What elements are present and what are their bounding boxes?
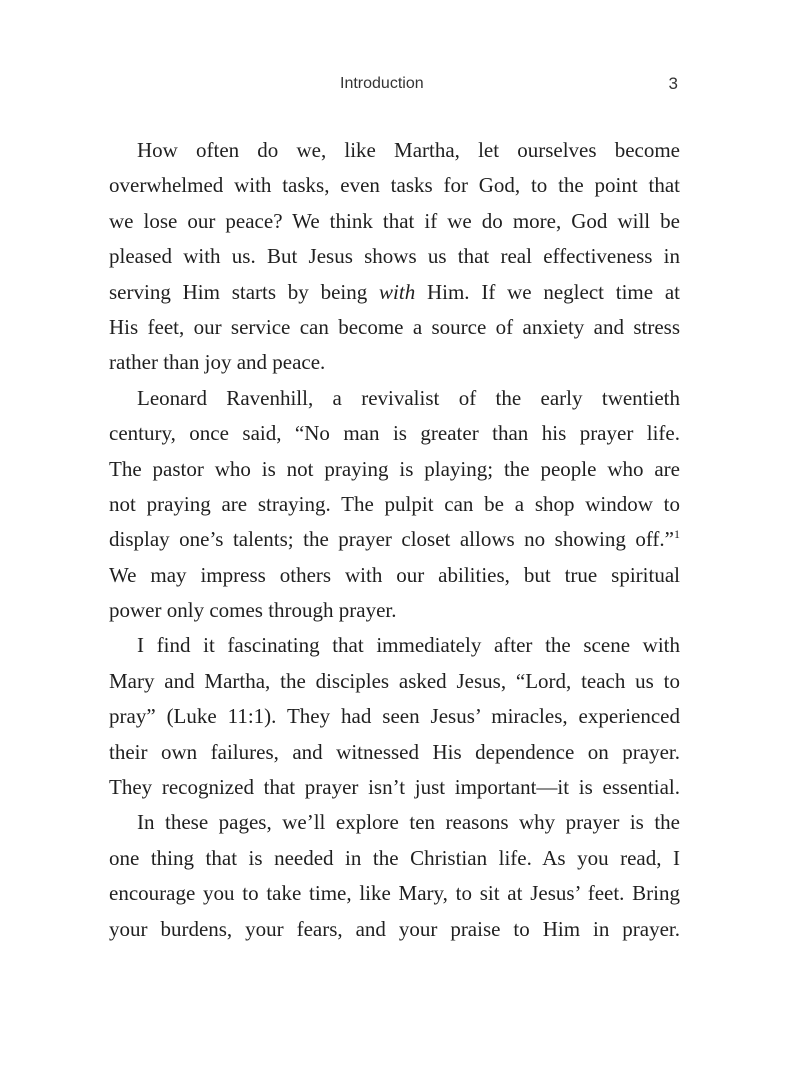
text-line	[109, 275, 680, 310]
text-line: Leonard Ravenhill, a revivalist of the early twentieth	[137, 385, 680, 410]
running-head	[0, 74, 788, 98]
chapter-title: Introduction	[340, 75, 424, 92]
text-line: pleased with us. But Jesus shows us that real effectiveness in	[109, 244, 680, 269]
paragraph	[109, 805, 680, 947]
body-text	[109, 133, 680, 947]
paragraph	[109, 381, 680, 629]
text-line: We may impress others with our abilities, but true spiritual	[109, 562, 680, 587]
text-line: I find it fascinating that immediately after the scene with	[137, 633, 680, 658]
paragraph	[109, 133, 680, 381]
text-line: The pastor who is not praying is playing; the people who are	[109, 456, 680, 481]
text-line: overwhelmed with tasks, even tasks for God, to the point that	[109, 173, 680, 198]
footnote-reference[interactable]: 1	[674, 527, 680, 542]
text-line: They recognized that prayer isn’t just important—it is essential.	[109, 775, 680, 800]
text-line: Mary and Martha, the disciples asked Jesus, “Lord, teach us to	[109, 668, 680, 693]
text-line: rather than joy and peace.	[109, 350, 326, 375]
text-line	[109, 522, 680, 557]
text-line: power only comes through prayer.	[109, 598, 397, 623]
paragraph	[109, 628, 680, 805]
text-line: century, once said, “No man is greater than his prayer life.	[109, 421, 680, 446]
text-line: not praying are straying. The pulpit can be a shop window to	[109, 491, 680, 516]
emphasis-text: with	[379, 279, 416, 304]
text-line: one thing that is needed in the Christian life. As you read, I	[109, 845, 680, 870]
text-line: pray” (Luke 11:1). They had seen Jesus’ miracles, experienced	[109, 704, 680, 729]
text-line: In these pages, we’ll explore ten reasons why prayer is the	[137, 810, 680, 835]
text-line: we lose our peace? We think that if we do more, God will be	[109, 208, 680, 233]
text-line: encourage you to take time, like Mary, to sit at Jesus’ feet. Bring	[109, 881, 680, 906]
text-line: their own failures, and witnessed His dependence on prayer.	[109, 739, 680, 764]
text-segment: Him. If we neglect time at	[415, 279, 681, 304]
text-line: His feet, our service can become a source of anxiety and stress	[109, 314, 680, 339]
text-segment: display one’s talents; the prayer closet allows no showing off.”	[109, 527, 674, 552]
text-line: How often do we, like Martha, let ourselves become	[137, 138, 680, 162]
text-line: your burdens, your fears, and your praise to Him in prayer.	[109, 916, 680, 941]
text-segment: serving Him starts by being	[109, 279, 380, 304]
page-number: 3	[668, 74, 678, 93]
